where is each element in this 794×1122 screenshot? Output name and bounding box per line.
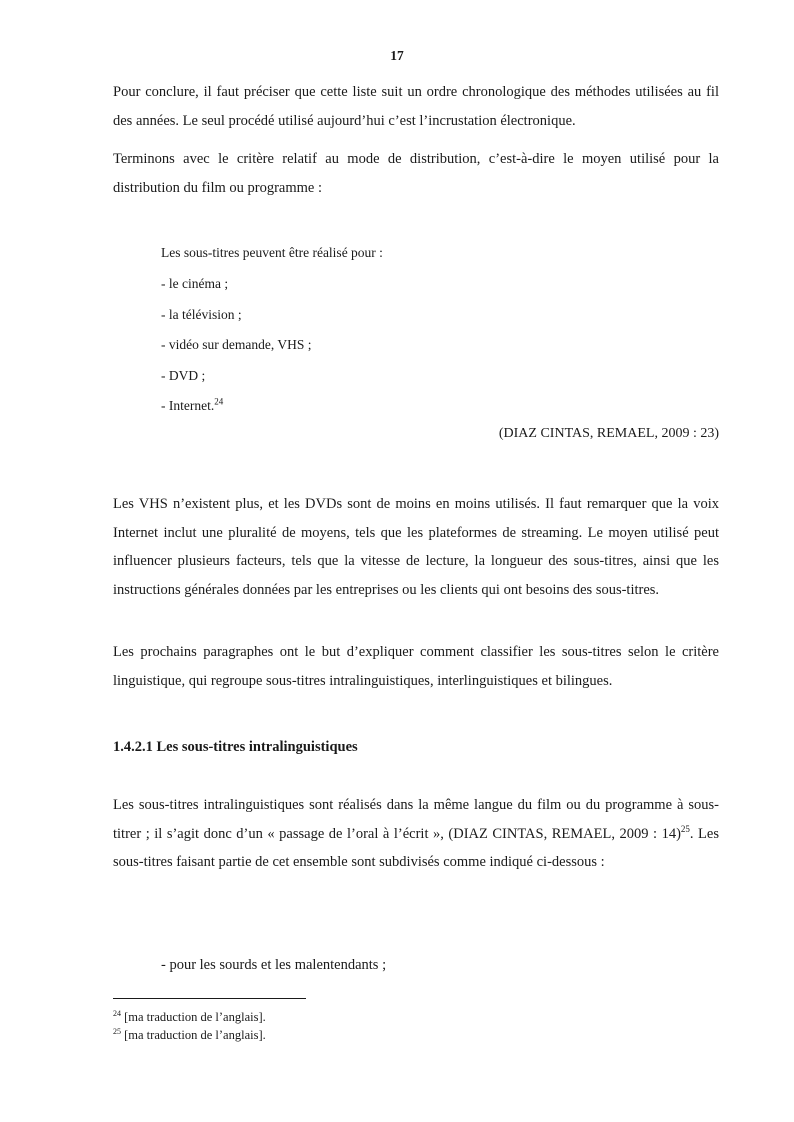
footnote-divider xyxy=(113,998,306,999)
page-number: 17 xyxy=(390,48,404,63)
paragraph-text: Les sous-titres intralinguistiques sont réalisés dans la même langue du film ou du programme à sous-titrer ; il s’agit donc d’un « passage de l’oral à l’écrit », (DIAZ CINTAS, REMAEL, 2009 : 14) xyxy=(113,797,719,842)
quote-item-last xyxy=(161,396,223,416)
quote-item: - DVD ; xyxy=(161,368,206,383)
footnote-number: 24 xyxy=(113,1008,121,1018)
quote-intro: Les sous-titres peuvent être réalisé pour : xyxy=(161,245,383,260)
quote-item-text: - Internet. xyxy=(161,398,215,413)
quote-item: - vidéo sur demande, VHS ; xyxy=(161,337,312,352)
paragraph-conclusion: Pour conclure, il faut préciser que cette liste suit un ordre chronologique des méthodes utilisées au fil des années. Le seul procédé utilisé aujourd’hui c’est l’incrustation électronique. xyxy=(113,84,719,129)
footnote-ref: 24 xyxy=(214,396,224,407)
list-item: - pour les sourds et les malentendants ; xyxy=(161,957,387,973)
quote-citation: (DIAZ CINTAS, REMAEL, 2009 : 23) xyxy=(498,426,719,441)
footnote-ref: 25 xyxy=(680,823,690,834)
quote-item: - la télévision ; xyxy=(161,307,242,322)
footnote-text: [ma traduction de l’anglais]. xyxy=(121,1010,266,1024)
footnote xyxy=(113,1027,266,1043)
footnote xyxy=(113,1009,266,1025)
footnote-text: [ma traduction de l’anglais]. xyxy=(121,1028,266,1042)
footnote-number: 25 xyxy=(113,1026,121,1036)
paragraph-vhs: Les VHS n’existent plus, et les DVDs sont de moins en moins utilisés. Il faut remarquer que la voix Internet inclut une pluralité de moyens, tels que les plateformes de streaming. Le moyen utilisé peut influencer plusieurs facteurs, tels que la vitesse de lecture, la longueur des sous-titres, ainsi que les instructions générales données par les entreprises ou les clients qui ont besoins des sous-titres. xyxy=(113,496,719,598)
quote-item: - le cinéma ; xyxy=(161,276,229,291)
section-heading: 1.4.2.1 Les sous-titres intralinguistiques xyxy=(113,739,358,755)
paragraph-text: . Les sous-titres faisant partie de cet ensemble sont subdivisés comme indiqué ci-dessous : xyxy=(113,825,719,870)
paragraph-distribution: Terminons avec le critère relatif au mode de distribution, c’est-à-dire le moyen utilisé pour la distribution du film ou programme : xyxy=(113,151,719,196)
paragraph-next: Les prochains paragraphes ont le but d’expliquer comment classifier les sous-titres selon le critère linguistique, qui regroupe sous-titres intralinguistiques, interlinguistiques et bilingues. xyxy=(113,644,719,689)
paragraph-intralinguistic xyxy=(113,791,719,877)
